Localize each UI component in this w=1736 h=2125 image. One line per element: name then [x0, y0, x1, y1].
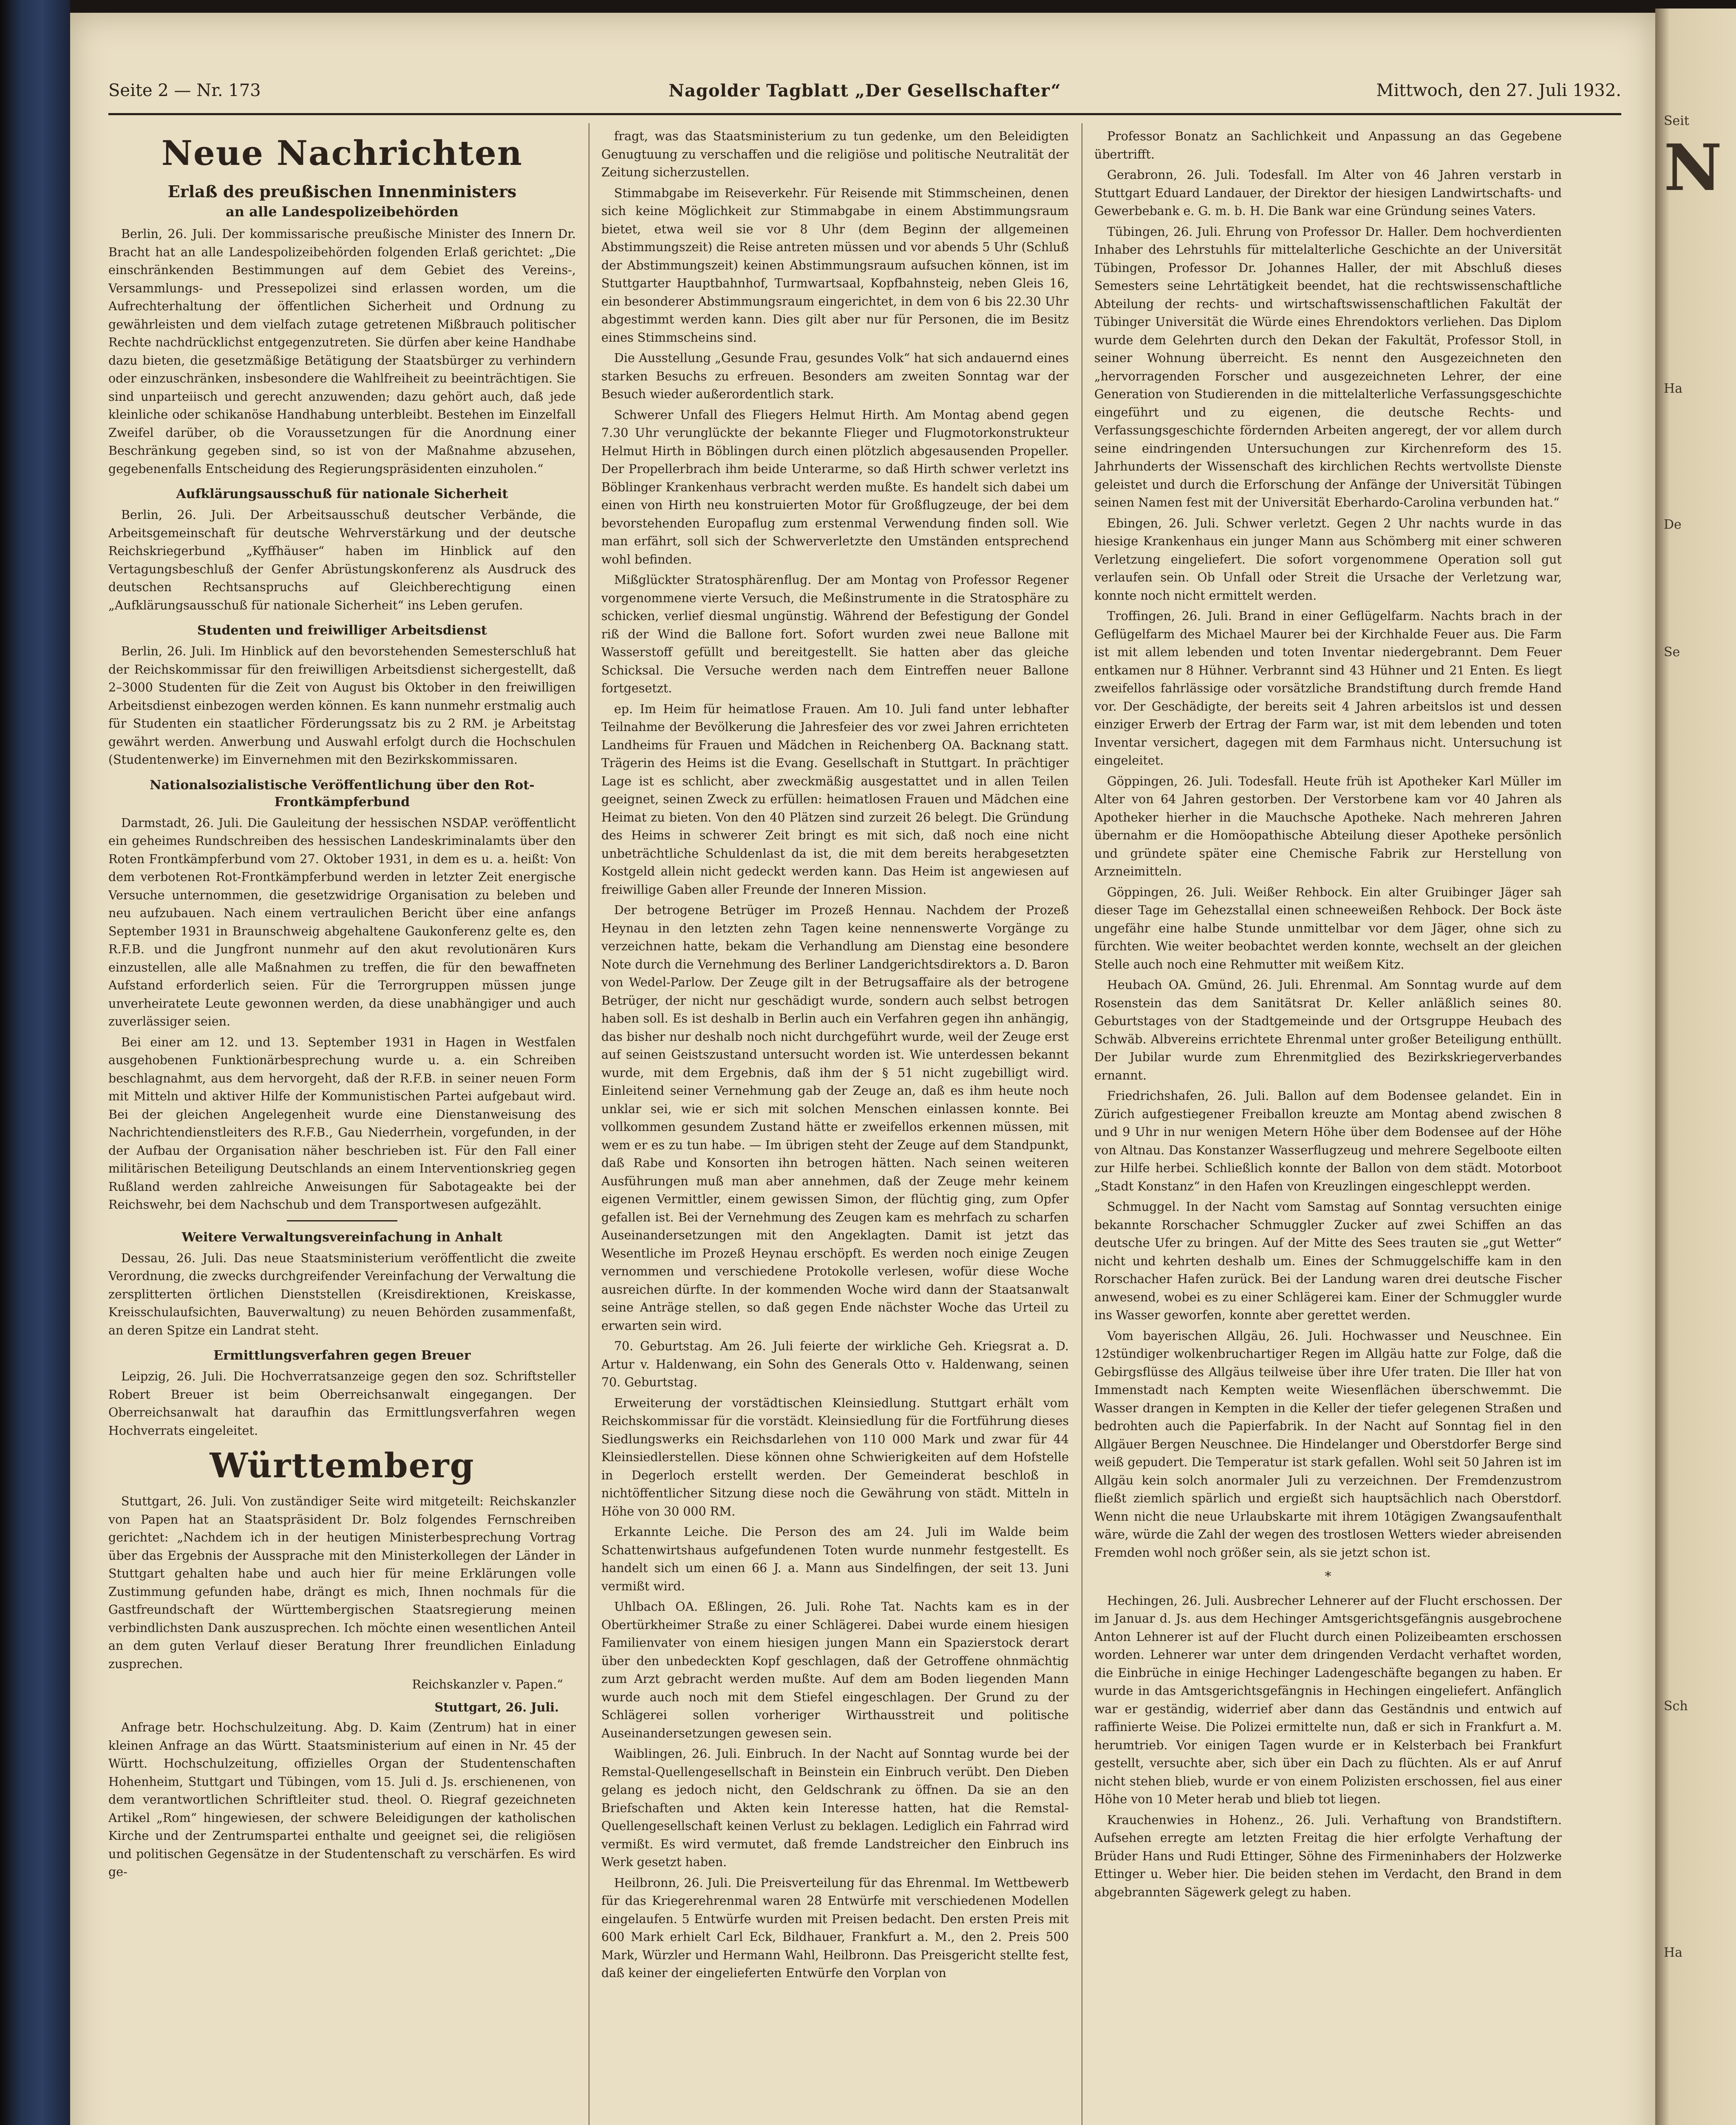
- article-headline: Studenten und freiwilliger Arbeitsdienst: [197, 623, 487, 638]
- article-text: Erkannte Leiche. Die Person des am 24. Juli im Walde beim Schattenwirtshaus aufgefundenen Toten wurde nunmehr festgestellt. Es handelt sich um einen 66 J. a. Mann aus Sindelfingen, der seit 13. Juni vermißt wird.: [601, 1525, 1069, 1593]
- article-text: Göppingen, 26. Juli. Todesfall. Heute früh ist Apotheker Karl Müller im Alter von 64 Jahren gestorben. Der Verstorbene kam vor 40 Jahren als Apotheker hierher in die Mauchsche Apotheke. Nach mehreren Jahren übernahm er die Homöopathische Abteilung dieser Apotheke persönlich und gründete später eine Chemische Fabrik zur Herstellung von Arzneimitteln.: [1094, 774, 1562, 878]
- article-text: Dessau, 26. Juli. Das neue Staatsministerium veröffentlicht die zweite Verordnung, die zwecks durchgreifender Vereinfachung der Verwaltung die zersplitterten örtlichen Dienststellen (Kreisdirektionen, Kreiskasse, Kreisschulaufsichten, Bauverwaltung) zu neuen Behörden zusammenfaßt, an deren Spitze ein Landrat steht.: [108, 1251, 576, 1337]
- section-title-news: Neue Nachrichten: [161, 133, 523, 173]
- issue-date: Mittwoch, den 27. Juli 1932.: [1376, 81, 1621, 100]
- article-text: ep. Im Heim für heimatlose Frauen. Am 10. Juli fand unter lebhafter Teilnahme der Bevölkerung die Jahresfeier des vor zwei Jahren errichteten Landheims für Frauen und Mädchen in Reichenberg OA. Backnang statt. Trägerin des Heims ist die Evang. Gesellschaft in Stuttgart. In prächtiger Lage ist es schlicht, aber zweckmäßig ausgestattet und in allen Teilen geeignet, seinen Zweck zu erfüllen: heimatlosen Frauen und Mädchen eine Heimat zu bieten. Von den 40 Plätzen sind zurzeit 26 belegt. Die Gründung des Heims in schwerer Zeit bringt es mit sich, daß noch eine nicht unbeträchtliche Schuldenlast da ist, die mit dem bereits herabgesetzten Kostgeld allein nicht gedeckt werden kann. Das Heim ist angewiesen auf freiwillige Gaben aller Freunde der Inneren Mission.: [601, 702, 1069, 897]
- article-headline: Weitere Verwaltungsvereinfachung in Anhalt: [181, 1230, 503, 1245]
- article-text: Stimmabgabe im Reiseverkehr. Für Reisende mit Stimmscheinen, denen sich keine Möglichkeit zur Stimmabgabe in einem Abstimmungsraum bietet, etwa weil sie vor 8 Uhr (dem Beginn der allgemeinen Abstimmungszeit) die Reise antreten müssen und vor abends 5 Uhr (Schluß der Abstimmungszeit) keinen Abstimmungsraum aufsuchen können, ist im Stuttgarter Hauptbahnhof, Turmwartsaal, Kopfbahnsteig, neben Gleis 16, ein besonderer Abstimmungsraum eingerichtet, in dem von 6 bis 22.30 Uhr abgestimmt werden kann. Dies gilt aber nur für Personen, die im Besitz eines Stimmscheins sind.: [601, 186, 1069, 345]
- article-text: Heilbronn, 26. Juli. Die Preisverteilung für das Ehrenmal. Im Wettbewerb für das Kriegerehrenmal waren 28 Entwürfe mit verschiedenen Modellen eingelaufen. 5 Entwürfe wurden mit Preisen bedacht. Den ersten Preis mit 600 Mark erhielt Carl Eck, Bildhauer, Frankfurt a. M., den 2. Preis 500 Mark, Würzler und Hermann Wahl, Heilbronn. Das Preisgericht stellte fest, daß keiner der eingelieferten Entwürfe den Vorplan von: [601, 1876, 1069, 1980]
- next-page-edge: [1655, 8, 1736, 2125]
- article-text: Professor Bonatz an Sachlichkeit und Anpassung an das Gegebene übertrifft.: [1094, 129, 1562, 162]
- column-1: [108, 128, 576, 2125]
- article-text: Erweiterung der vorstädtischen Kleinsiedlung. Stuttgart erhält vom Reichskommissar für die vorstädt. Kleinsiedlung für die Fortführung dieses Siedlungswerks ein Reichsdarlehen von 110 000 Mark und zwar für 44 Kleinsiedlerstellen. Diese können ohne Schwierigkeiten auf dem Hofstelle in Degerloch erstellt werden. Der Gemeinderat beschloß in nichtöffentlicher Sitzung diese noch die Gewährung von städt. Mitteln in Höhe von 30 000 RM.: [601, 1396, 1069, 1519]
- article-text: Leipzig, 26. Juli. Die Hochverratsanzeige gegen den soz. Schriftsteller Robert Breuer ist beim Oberreichsanwalt eingegangen. Der Oberreichsanwalt hat daraufhin das Ermittlungsverfahren wegen Hochverrats eingeleitet.: [108, 1369, 576, 1438]
- article-text: Waiblingen, 26. Juli. Einbruch. In der Nacht auf Sonntag wurde bei der Remstal-Quellengesellschaft in Beinstein ein Einbruch verübt. Den Dieben gelang es jedoch nicht, den Geldschrank zu öffnen. Da sie an den Briefschaften und Akten kein Interesse hatten, hat die Remstal-Quellengesellschaft keinen Verlust zu beklagen. Lediglich ein Fahrrad wird vermißt. Es wird vermutet, daß fremde Landstreicher den Einbruch ins Werk gesetzt haben.: [601, 1747, 1069, 1869]
- newspaper-title: Nagolder Tagblatt „Der Gesellschafter“: [668, 81, 1061, 101]
- article-text: Anfrage betr. Hochschulzeitung. Abg. D. Kaim (Zentrum) hat in einer kleinen Anfrage an das Württ. Staatsministerium auf einen in Nr. 45 der Württ. Hochschulzeitung, offizielles Organ der Studentenschaften Hohenheim, Stuttgart und Tübingen, vom 15. Juli d. Js. erschienenen, von dem verantwortlichen Schriftleiter stud. theol. O. Riegraf gezeichneten Artikel „Rom“ hingewiesen, der schwere Beleidigungen der katholischen Kirche und der Zentrumspartei enthalte und geeignet sei, die religiösen und politischen Gegensätze in der Studentenschaft zu verschärfen. Es wird ge-: [108, 1720, 576, 1879]
- column-2: [601, 128, 1069, 2125]
- article-text: Berlin, 26. Juli. Der Arbeitsausschuß deutscher Verbände, die Arbeitsgemeinschaft für deutsche Wehrverstärkung und der deutsche Reichskriegerbund „Kyffhäuser“ haben im Hinblick auf den Vertagungsbeschluß der Genfer Abrüstungskonferenz als Ausdruck des deutschen Rechtsanspruchs auf Gleichberechtigung einen „Aufklärungsausschuß für nationale Sicherheit“ ins Leben gerufen.: [108, 508, 576, 612]
- column-3: [1094, 128, 1562, 2125]
- article-text: Krauchenwies in Hohenz., 26. Juli. Verhaftung von Brandstiftern. Aufsehen erregte am letzten Freitag die hier erfolgte Verhaftung der Brüder Hans und Rudi Ettinger, Söhne des Firmeninhabers der Holzwerke Ettinger u. Weber hier. Die beiden stehen im Verdacht, den Brand in dem abgebrannten Sägewerk gelegt zu haben.: [1094, 1813, 1562, 1899]
- article-text: Ebingen, 26. Juli. Schwer verletzt. Gegen 2 Uhr nachts wurde in das hiesige Krankenhaus ein junger Mann aus Schömberg mit einer schweren Verletzung eingeliefert. Die sofort vorgenommene Operation soll gut verlaufen sein. Ob Unfall oder Streit die Ursache der Verletzung war, konnte noch nicht ermittelt werden.: [1094, 516, 1562, 603]
- next-page-text-fragment: Sch: [1664, 1699, 1688, 1714]
- newspaper-page: [70, 13, 1655, 2125]
- next-page-text-fragment: De: [1664, 517, 1682, 532]
- article-headline: Nationalsozialistische Veröffentlichung über den Rot-Frontkämpferbund: [150, 777, 535, 810]
- article-text: Der betrogene Betrüger im Prozeß Hennau. Nachdem der Prozeß Heynau in den letzten zehn Tagen keine nennenswerte Vorgänge zu verzeichnen hatte, bekam die Verhandlung am Dienstag eine besondere Note durch die Vernehmung des Berliner Landgerichtsdirektors a. D. Baron von Wedel-Parlow. Der Zeuge gilt in der Betrugsaffaire als der betrogene Betrüger, der nicht nur geschädigt wurde, sondern auch selbst betrogen haben soll. Es ist deshalb in Berlin auch ein Verfahren gegen ihn anhängig, das bisher nur deshalb noch nicht durchgeführt wurde, weil der Zeuge erst auf seinen Geistszustand untersucht worden ist. Wie unterdessen bekannt wurde, mit dem Ergebnis, daß ihm der § 51 nicht zugebilligt wird. Einleitend seiner Vernehmung gab der Zeuge an, daß es ihm heute noch unklar sei, wie er sich mit solchen Menschen einlassen konnte. Bei vollkommen gesundem Zustand hätte er zweifellos erkennen müssen, mit wem er es zu tun habe. — Im übrigen steht der Zeuge auf dem Standpunkt, daß Rabe und Konsorten ihn betrogen hätten. Nach seinen weiteren Ausführungen muß man aber annehmen, daß der Zeuge mehr keinem eigenen Vermittler, einem gewissen Simon, der flüchtig ging, zum Opfer gefallen ist. Bei der Vernehmung des Zeugen kam es mehrfach zu scharfen Auseinandersetzungen mit den Angeklagten. Damit ist jetzt das Wesentliche im Prozeß Heynau erschöpft. Es werden noch einige Zeugen vernommen und verschiedene Protokolle verlesen, wofür diese Woche ausreichen dürfte. In der kommenden Woche wird dann der Staatsanwalt seine Anträge stellen, so daß gegen Ende nächster Woche das Urteil zu erwarten sein wird.: [601, 903, 1069, 1333]
- article-text: Die Ausstellung „Gesunde Frau, gesundes Volk“ hat sich andauernd eines starken Besuchs zu erfreuen. Besonders am zweiten Sonntag war der Besuch wieder außerordentlich stark.: [601, 351, 1069, 401]
- article-headline: Ermittlungsverfahren gegen Breuer: [213, 1348, 471, 1363]
- article-text: Göppingen, 26. Juli. Weißer Rehbock. Ein alter Gruibinger Jäger sah dieser Tage im Gehezstallal einen schneeweißen Rehbock. Der Bock äste ungefähr eine halbe Stunde unmittelbar vor dem Jäger, ohne sich zu fürchten. Wie weiter beobachtet werden konnte, wechselt an der gleichen Stelle auch noch eine Rehmutter mit weißem Kitz.: [1094, 885, 1562, 972]
- article-headline: Aufklärungsausschuß für nationale Sicherheit: [176, 487, 508, 502]
- next-page-header-fragment: Seit: [1664, 113, 1689, 128]
- divider: [287, 1220, 397, 1221]
- next-page-initial: N: [1664, 130, 1722, 205]
- article-text: Schmuggel. In der Nacht vom Samstag auf Sonntag versuchten einige bekannte Rorschacher Schmuggler Zucker auf zwei Schiffen an das deutsche Ufer zu bringen. Auf der Mitte des Sees trauten sie „gut Wetter“ nicht und kehrten deshalb um. Eines der Schmuggelschiffe kam in den Rorschacher Hafen zurück. Bei der Landung waren drei deutsche Fischer anwesend, wobei es zu einer Schlägerei kam. Einer der Schmuggler wurde ins Wasser geworfen, konnte aber gerettet werden.: [1094, 1200, 1562, 1322]
- article-text: fragt, was das Staatsministerium zu tun gedenke, um den Beleidigten Genugtuung zu verschaffen und die religiöse und politische Neutralität der Zeitung sicherzustellen.: [601, 129, 1069, 179]
- book-binding: [0, 0, 70, 2125]
- article-text: Vom bayerischen Allgäu, 26. Juli. Hochwasser und Neuschnee. Ein 12stündiger wolkenbruchartiger Regen im Allgäu hatte zur Folge, daß die Gebirgsflüsse des Allgäus teilweise über ihre Ufer traten. Die Iller hat von Immenstadt nach Kempten weite Wiesenflächen überschwemmt. Die Wasser drangen in Kempten in die Keller der tiefer gelegenen Straßen und bedrohten auch die Papierfabrik. In der Nacht auf Sonntag fiel in den Allgäuer Bergen Neuschnee. Die Hindelanger und Oberstdorfer Berge sind weiß gepudert. Die Temperatur ist stark gefallen. Wohl seit 50 Jahren ist im Allgäu kein solch anormaler Juli zu verzeichnen. Der Fremdenzustrom fließt ziemlich spärlich und ergießt sich hauptsächlich nach Oberstdorf. Wenn nicht die neue Urlaubskarte mit ihrem 10tägigen Zwangsaufenthalt wäre, würde die Zahl der wegen des trostlosen Wetters wieder abreisenden Fremden wohl noch größer sein, als sie jetzt schon ist.: [1094, 1329, 1562, 1560]
- article-subheadline: an alle Landespolizeibehörden: [226, 204, 459, 220]
- header-rule: [108, 113, 1621, 115]
- article-text: Darmstadt, 26. Juli. Die Gauleitung der hessischen NSDAP. veröffentlicht ein geheimes Rundschreiben des hessischen Landeskriminalamts über den Roten Frontkämpferbund vom 27. Oktober 1931, in dem es u. a. heißt: Von dem verbotenen Rot-Frontkämpferbund werden in letzter Zeit energische Versuche unternommen, die gesetzwidrige Organisation zu beleben und neu aufzubauen. Nach einem vertraulichen Bericht über eine anfangs September 1931 in Braunschweig abgehaltene Gaukonferenz gelte es, den R.F.B. und die Jungfront nunmehr auf den akut revolutionären Kurs einzustellen, alle alle Maßnahmen zu treffen, die für den bewaffneten Aufstand erforderlich seien. Für die Terrorgruppen müssen junge unverheiratete Leute gewonnen werden, da diese unabhängiger und auch zuverlässiger seien.: [108, 816, 576, 1028]
- next-page-text-fragment: Ha: [1664, 381, 1683, 396]
- article-text: Schwerer Unfall des Fliegers Helmut Hirth. Am Montag abend gegen 7.30 Uhr verunglückte der bekannte Flieger und Flugmotorkonstrukteur Helmut Hirth in Böblingen durch einen plötzlich abgesausenden Propeller. Der Propellerbrach ihm beide Unterarme, so daß Hirth schwer verletzt ins Böblinger Krankenhaus verbracht werden mußte. Es handelt sich dabei um einen von Hirth neu konstruierten Motor für Großflugzeuge, der bei dem bevorstehenden Europaflug zum erstenmal Verwendung finden soll. Wie man erfährt, soll sich der Schwerverletzte den Umständen entsprechend wohl befinden.: [601, 408, 1069, 567]
- next-page-text-fragment: Se: [1664, 645, 1680, 660]
- dateline: Stuttgart, 26. Juli.: [434, 1700, 559, 1714]
- article-text: Tübingen, 26. Juli. Ehrung von Professor Dr. Haller. Dem hochverdienten Inhaber des Lehrstuhls für mittelalterliche Geschichte an der Universität Tübingen, Professor Dr. Johannes Haller, der mit Abschluß dieses Semesters seine Lehrtätigkeit beendet, hat die rechtswissenschaftliche Abteilung der rechts- und wirtschaftswissenschaftlichen Fakultät der Tübinger Universität die Würde eines Ehrendoktors verliehen. Das Diplom wurde dem Gelehrten durch den Dekan der Fakultät, Professor Stoll, in seiner Wohnung überreicht. Es nennt den Ausgezeichneten den „hervorragenden Forscher und ausgezeichneten Lehrer, der eine Generation von Studierenden in die mittelalterliche Verfassungsgeschichte eingeführt und zu eigenen, die deutsche Rechts- und Verfassungsgeschichte fördernden Arbeiten angeregt, der vor allem durch seine eindringenden Untersuchungen zur Kirchenreform des 15. Jahrhunderts der Wissenschaft des kirchlichen Rechts wertvollste Dienste geleistet und durch die Erforschung der Anfänge der Universität Tübingen seinen Namen fest mit der Universität Eberhardo-Carolina verbunden hat.“: [1094, 224, 1562, 510]
- next-page-text-fragment: Ha: [1664, 1945, 1683, 1960]
- signature-line: Reichskanzler v. Papen.“: [412, 1677, 563, 1692]
- article-text: 70. Geburtstag. Am 26. Juli feierte der wirkliche Geh. Kriegsrat a. D. Artur v. Haldenwang, ein Sohn des Generals Otto v. Haldenwang, seinen 70. Geburtstag.: [601, 1339, 1069, 1389]
- article-text: Berlin, 26. Juli. Im Hinblick auf den bevorstehenden Semesterschluß hat der Reichskommissar für den freiwilligen Arbeitsdienst sichergestellt, daß 2–3000 Studenten für die Zeit von August bis Oktober in den freiwilligen Arbeitsdienst einbezogen werden können. Es kann nunmehr erstmalig auch für Studenten ein staatlicher Förderungssatz bis zu 2 RM. je Arbeitstag gewährt werden. Anwerbung und Auswahl erfolgt durch die Hochschulen (Studentenwerke) im Einvernehmen mit den Bezirkskommissaren.: [108, 644, 576, 767]
- page-number: Seite 2 — Nr. 173: [108, 81, 261, 100]
- article-text: Gerabronn, 26. Juli. Todesfall. Im Alter von 46 Jahren verstarb in Stuttgart Eduard Landauer, der Direktor der hiesigen Landwirtschafts- und Gewerbebank e. G. m. b. H. Die Bank war eine Gründung seines Vaters.: [1094, 168, 1562, 218]
- article-text: Troffingen, 26. Juli. Brand in einer Geflügelfarm. Nachts brach in der Geflügelfarm des Michael Maurer bei der Kirchhalde Feuer aus. Die Farm ist mit allem lebenden und toten Inventar niedergebrannt. Dem Feuer entkamen nur 8 Hühner. Verbrannt sind 43 Hühner und 21 Enten. Es liegt zweifellos fahrlässige oder vorsätzliche Brandstiftung durch fremde Hand vor. Der Geschädigte, der bereits seit 4 Jahren arbeitslos ist und dessen einziger Erwerb der Ertrag der Farm war, ist mit dem lebenden und toten Inventar versichert, dagegen mit dem Farmhaus nicht. Untersuchung ist eingeleitet.: [1094, 609, 1562, 768]
- article-text: Mißglückter Stratosphärenflug. Der am Montag von Professor Regener vorgenommene vierte Versuch, die Meßinstrumente in die Stratosphäre zu schicken, verlief diesmal ungünstig. Während der Befestigung der Gondel riß der Wind die Ballone fort. Sofort wurden zwei neue Ballone mit Wasserstoff gefüllt und bereitgestellt. Sie hatten aber das gleiche Schicksal. Die Versuche werden nach dem Eintreffen neuer Ballone fortgesetzt.: [601, 573, 1069, 695]
- article-text: Uhlbach OA. Eßlingen, 26. Juli. Rohe Tat. Nachts kam es in der Obertürkheimer Straße zu einer Schlägerei. Dabei wurde einem hiesigen Familienvater von einem hiesigen jungen Mann ein Spazierstock derart über den unbedeckten Kopf geschlagen, daß der Getroffene ohnmächtig zum Arzt gebracht werden mußte. Auf dem am Boden liegenden Mann wurde auch noch mit dem Stiefel eingeschlagen. Der Grund zu der Schlägerei sollen vorheriger Wirthausstreit und politische Auseinandersetzungen gewesen sein.: [601, 1600, 1069, 1740]
- article-text: Heubach OA. Gmünd, 26. Juli. Ehrenmal. Am Sonntag wurde auf dem Rosenstein das dem Sanitätsrat Dr. Keller anläßlich seines 80. Geburtstages von der Stadtgemeinde und der Ortsgruppe Heubach des Schwäb. Albvereins errichtete Ehrenmal unter großer Beteiligung enthüllt. Der Jubilar wurde zum Ehrenmitglied des Bezirkskriegerverbandes ernannt.: [1094, 978, 1562, 1082]
- section-title-wuerttemberg: Württemberg: [210, 1445, 475, 1485]
- article-text: Stuttgart, 26. Juli. Von zuständiger Seite wird mitgeteilt: Reichskanzler von Papen hat an Staatspräsident Dr. Bolz folgendes Fernschreiben gerichtet: „Nachdem ich in der heutigen Ministerbesprechung Vortrag über das Ergebnis der Aussprache mit den Ministerkollegen der Länder in Stuttgart gehalten habe und auch hier für meine Erklärungen volle Zustimmung gefunden habe, drängt es mich, Ihnen nochmals für die Gastfreundschaft der Württembergischen Staatsregierung meinen verbindlichsten Dank auszusprechen. Ich möchte einen wesentlichen Anteil an dem guten Verlauf dieser Beratung Ihrer freundlichen Einladung zusprechen.: [108, 1494, 576, 1671]
- section-star: *: [1325, 1569, 1331, 1584]
- article-headline: Erlaß des preußischen Innenministers: [167, 182, 517, 201]
- article-text: Berlin, 26. Juli. Der kommissarische preußische Minister des Innern Dr. Bracht hat an alle Landespolizeibehörden folgenden Erlaß gerichtet: „Die einschränkenden Bestimmungen auf dem Gebiet des Vereins-, Versammlungs- und Pressepolizei sind erlassen worden, um die Aufrechterhaltung der öffentlichen Sicherheit und Ordnung zu gewährleisten und dem vielfach zutage getretenen Mißbrauch politischer Rechte nachdrücklichst entgegenzutreten. Sie dürfen aber keine Handhabe dazu bieten, die gesetzmäßige Betätigung der Staatsbürger zu verhindern oder einzuschränken, insbesondere die Wahlfreiheit zu beeinträchtigen. Sie sind unparteiisch und gerecht anzuwenden; dazu gehört auch, daß jede kleinliche oder schikanöse Handhabung unterbleibt. Bestehen im Einzelfall Zweifel darüber, ob die Voraussetzungen für die Anordnung einer Beschränkung gegeben sind, so ist von der Maßnahme abzusehen, gegebenenfalls Entscheidung des Regierungspräsidenten einzuholen.“: [108, 227, 576, 476]
- page-header: [108, 81, 1621, 110]
- article-text: Bei einer am 12. und 13. September 1931 in Hagen in Westfalen ausgehobenen Funktionärbesprechung wurde u. a. ein Schreiben beschlagnahmt, aus dem hervorgeht, daß der R.F.B. in seiner neuen Form mit Mitteln und aktiver Hilfe der Kommunistischen Partei aufgebaut wird. Bei der gleichen Angelegenheit wurde eine Dienstanweisung des Nachrichtendienstleiters des R.F.B., Gau Niederrhein, vorgefunden, in der der Aufbau der Organisation näher beschrieben ist. Für den Fall einer militärischen Beteiligung Deutschlands an einem Interventionskrieg gegen Rußland werden zahlreiche Anweisungen für Sabotageakte bei der Reichswehr, bei dem Nachschub und dem Transportwesen aufgezählt.: [108, 1035, 576, 1212]
- article-text: Friedrichshafen, 26. Juli. Ballon auf dem Bodensee gelandet. Ein in Zürich aufgestiegener Freiballon kreuzte am Montag abend zwischen 8 und 9 Uhr in nur wenigen Metern Höhe über dem Bodensee auf der Höhe von Altnau. Das Konstanzer Wasserflugzeug und mehrere Segelboote eilten zur Hilfe herbei. Schließlich konnte der Ballon von dem städt. Motorboot „Stadt Konstanz“ in den Hafen von Kreuzlingen eingeschleppt werden.: [1094, 1089, 1562, 1193]
- article-text: Hechingen, 26. Juli. Ausbrecher Lehnerer auf der Flucht erschossen. Der im Januar d. Js. aus dem Hechinger Amtsgerichtsgefängnis ausgebrochene Anton Lehnerer ist auf der Flucht durch einen Polizeibeamten erschossen worden. Lehnerer war unter dem dringenden Verdacht verhaftet worden, die Einbrüche in einige Hechinger Ladengeschäfte begangen zu haben. Er wurde in das Amtsgerichtsgefängnis in Hechingen eingeliefert. Anfänglich war er geständig, widerrief aber dann das Geständnis und entwich auf raffinierte Weise. Die Polizei ermittelte nun, daß er sich in Frankfurt a. M. herumtrieb. Vor einigen Tagen wurde er in Kelsterbach bei Frankfurt gestellt, versuchte aber, sich über ein Dach zu flüchten. Als er auf Anruf nicht stehen blieb, wurde er von einem Polizisten erschossen, fiel aus einer Höhe von 10 Meter herab und blieb tot liegen.: [1094, 1593, 1562, 1806]
